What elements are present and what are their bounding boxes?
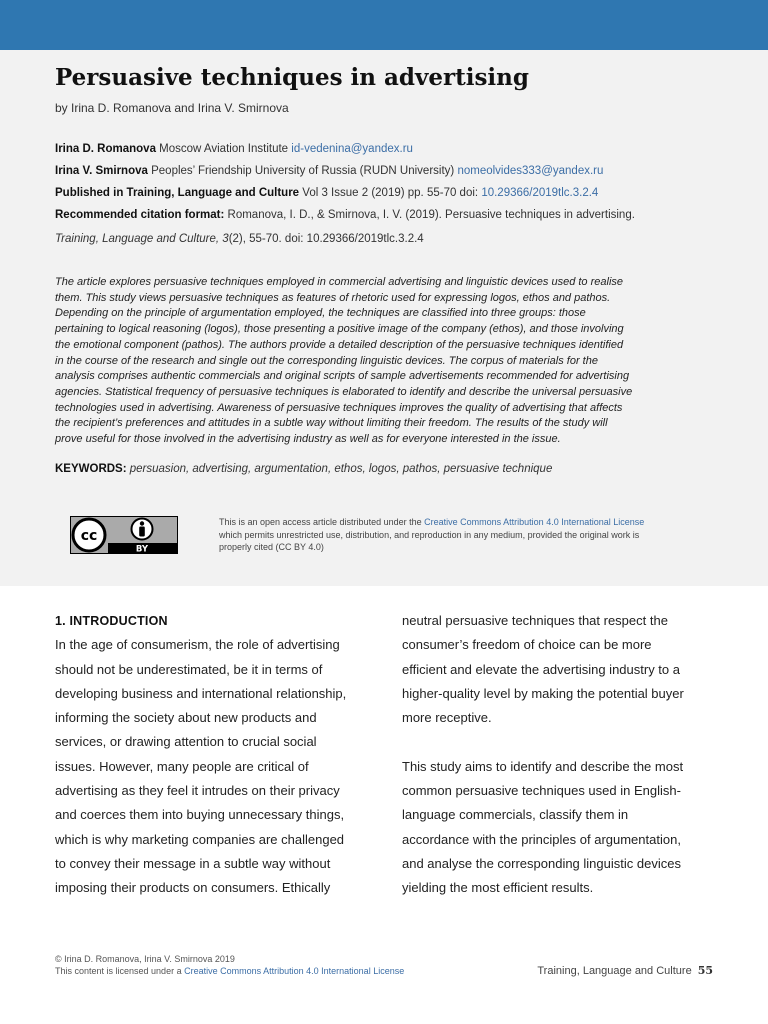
body-line: consumer’s freedom of choice can be more (402, 637, 652, 653)
body-line: efficient and elevate the advertising industry to a (402, 661, 680, 677)
body-line: advertising as they feel it intrudes on their privacy (55, 783, 340, 799)
citation-issue-pages: (2), 55-70. doi: 10.29366/2019tlc.3.2.4 (228, 233, 424, 245)
body-line: In the age of consumerism, the role of advertising (55, 637, 340, 653)
body-line: neutral persuasive techniques that respect the (402, 613, 668, 628)
author-1-email-link[interactable]: id-vedenina@yandex.ru (291, 143, 413, 155)
by-label: BY (135, 544, 149, 554)
abstract-line: the emotional component (pathos). The authors provide a detailed description of the persuasive techniques identified (55, 338, 624, 351)
abstract-line: prove useful for those involved in the advertising industry as well as for everyone interested in the issue. (55, 433, 561, 446)
license-notice (219, 516, 709, 554)
body-line: services, or drawing attention to crucial social (55, 734, 317, 750)
right-column (402, 609, 720, 901)
article-title: Persuasive techniques in advertising (55, 64, 529, 91)
body-line: more receptive. (402, 710, 492, 726)
cc-logo-icon (73, 519, 105, 551)
attribution-person-icon (132, 519, 153, 540)
footer-license-link[interactable]: Creative Commons Attribution 4.0 International License (184, 966, 405, 976)
body-line: developing business and international relationship, (55, 685, 347, 701)
author-1-name: Irina D. Romanova (55, 143, 156, 155)
footer-copyright-block (55, 953, 404, 977)
body-line: informing the society about new products and (55, 710, 317, 726)
citation-line-1 (55, 209, 635, 221)
body-line: higher-quality level by making the potential buyer (402, 685, 684, 701)
abstract-line: them. This study views persuasive techniques as features of rhetoric used for expressing logos, ethos and pathos. (55, 291, 611, 304)
abstract-line: in the course of the research and single out the corresponding linguistic devices. The corpus of materials for the (55, 354, 598, 367)
body-line: and analyse the corresponding linguistic devices (402, 855, 681, 871)
publication-info (55, 187, 598, 199)
byline: by Irina D. Romanova and Irina V. Smirnova (55, 101, 289, 115)
cc-by-license-badge[interactable] (70, 516, 178, 554)
abstract-line: analysis comprises authentic commercials and original scripts of sample advertisements recommended for advertising (55, 370, 630, 383)
keywords-label: KEYWORDS: (55, 463, 127, 475)
doi-link[interactable]: 10.29366/2019tlc.3.2.4 (481, 187, 599, 199)
author-1-affiliation: Moscow Aviation Institute (159, 143, 289, 155)
intro-paragraph (55, 633, 373, 900)
body-line: yielding the most efficient results. (402, 880, 594, 896)
body-line: issues. However, many people are critical of (55, 758, 309, 774)
aim-paragraph (402, 755, 720, 901)
citation-label: Recommended citation format: (55, 209, 225, 221)
body-line: This study aims to identify and describe the most (402, 758, 684, 774)
abstract-line: The article explores persuasive techniques employed in commercial advertising and linguistic devices used to realise (55, 276, 624, 288)
body-line: should not be underestimated, be it in terms of (55, 661, 323, 677)
author-2-affiliation: Peoples’ Friendship University of Russia (RUDN University) (151, 165, 455, 177)
author-2-email-link[interactable]: nomeolvides333@yandex.ru (457, 165, 604, 177)
abstract-line: agencies. Statistical frequency of persuasive techniques is elaborated to identify and describe the universal persuasive (55, 385, 633, 398)
section-heading: 1. INTRODUCTION (55, 614, 168, 628)
license-pre: This is an open access article distributed under the (219, 517, 422, 527)
license-line-3: properly cited (CC BY 4.0) (219, 542, 324, 552)
body-line: language commercials, classify them in (402, 807, 629, 823)
citation-journal: Training, Language and Culture, 3 (55, 233, 229, 245)
top-color-band (0, 0, 768, 50)
footer-license-pre: This content is licensed under a (55, 966, 182, 976)
published-label: Published in Training, Language and Culture (55, 187, 300, 199)
license-line-2: which permits unrestricted use, distribution, and reproduction in any medium, provided the original work is (219, 529, 640, 540)
abstract (55, 275, 710, 448)
abstract-line: the recipient’s preferences and attitudes in a subtle way without limiting their freedom. The results of the study will (55, 417, 608, 430)
body-line: common persuasive techniques used in English- (402, 783, 681, 799)
body-line: and coerces them into buying unnecessary things, (55, 807, 345, 823)
citation-line-2 (55, 233, 424, 245)
published-details: Vol 3 Issue 2 (2019) pp. 55-70 doi: (302, 187, 479, 199)
body-line: imposing their products on consumers. Ethically (55, 880, 331, 896)
body-line: to convey their message in a subtle way without (55, 855, 331, 871)
abstract-line: pertaining to logical reasoning (logos), those presenting a positive image of the company (ethos), and those involving (55, 323, 624, 336)
footer-copyright: © Irina D. Romanova, Irina V. Smirnova 2019 (55, 954, 235, 964)
license-link[interactable]: Creative Commons Attribution 4.0 International License (424, 517, 645, 527)
body-line: which is why marketing companies are challenged (55, 831, 345, 847)
keywords-list: persuasion, advertising, argumentation, ethos, logos, pathos, persuasive technique (129, 463, 553, 475)
keywords (55, 463, 552, 475)
abstract-line: Depending on the principle of argumentation employed, the techniques are classified into three groups: those (55, 307, 586, 320)
author-1-info (55, 143, 413, 155)
continuation-paragraph (402, 609, 720, 730)
abstract-line: technologies used in advertising. Awareness of persuasive techniques improves the quality of advertising that affects (55, 401, 623, 414)
page-number: 55 (697, 964, 713, 977)
author-2-info (55, 165, 603, 177)
footer-journal-name: Training, Language and Culture (537, 965, 692, 977)
citation-text: Romanova, I. D., & Smirnova, I. V. (2019). Persuasive techniques in advertising. (227, 209, 635, 221)
footer-journal-block (537, 964, 713, 977)
author-2-name: Irina V. Smirnova (55, 165, 148, 177)
cc-logo-text: cc (80, 528, 98, 544)
left-column (55, 609, 373, 901)
body-line: accordance with the principles of argumentation, (402, 831, 681, 847)
